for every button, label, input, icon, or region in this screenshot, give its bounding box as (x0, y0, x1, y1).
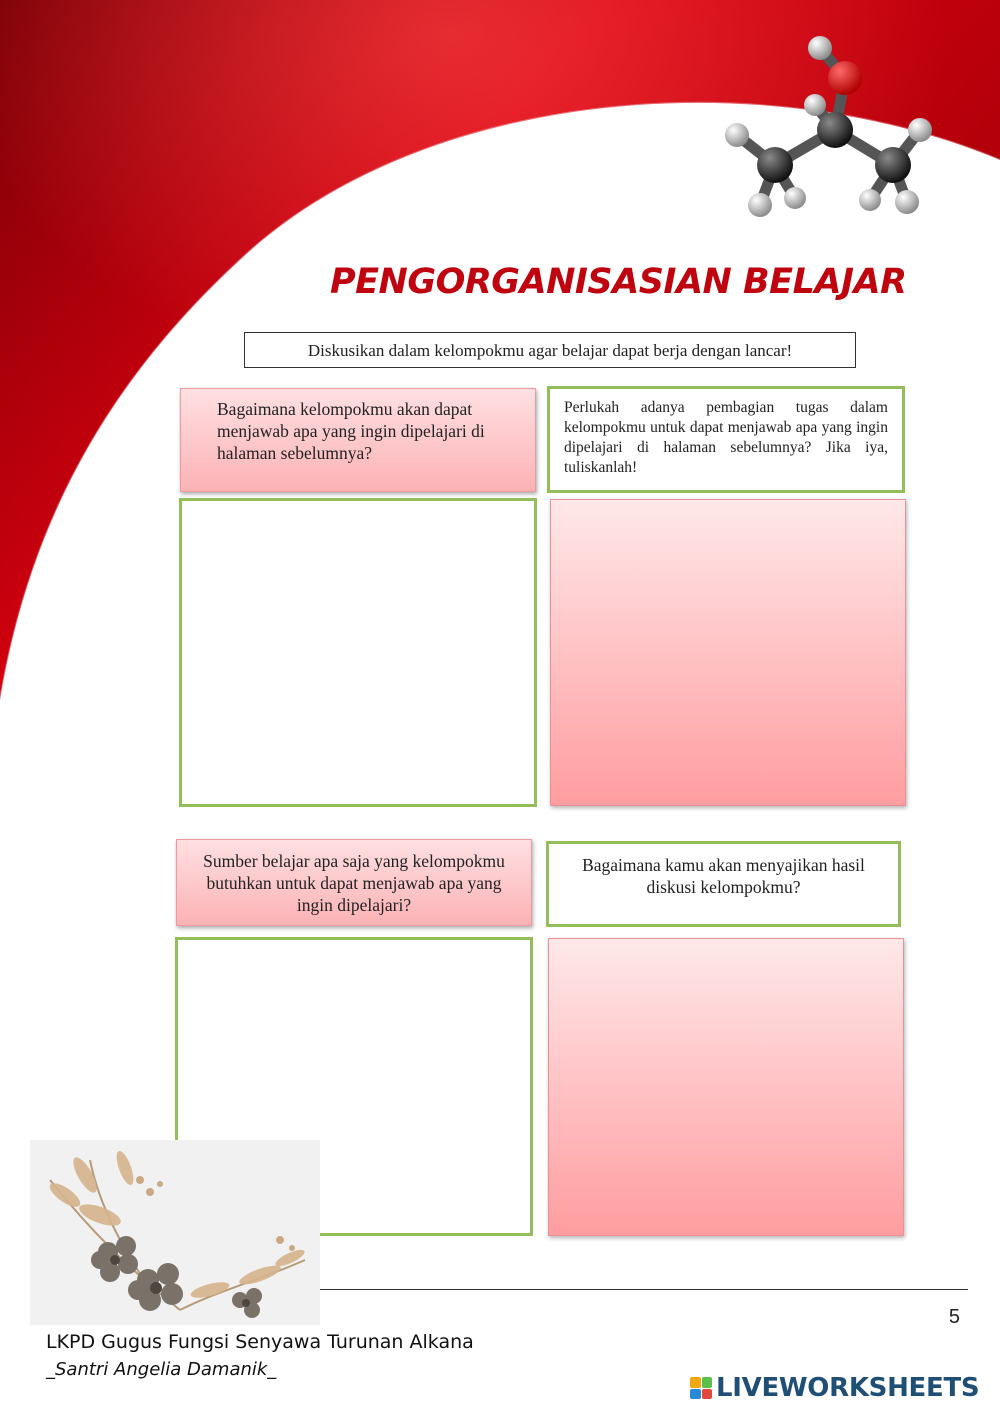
answer-box-2[interactable] (550, 499, 906, 806)
question-box-4: Bagaimana kamu akan menyajikan hasil diskusi kelompokmu? (546, 841, 901, 927)
answer-box-1[interactable] (179, 498, 537, 807)
liveworksheets-logo-icon (690, 1377, 712, 1399)
floral-decoration-icon (30, 1140, 320, 1325)
liveworksheets-logo[interactable] (690, 1370, 979, 1406)
page-number: 5 (948, 1306, 960, 1328)
liveworksheets-logo-text: LIVEWORKSHEETS (716, 1373, 980, 1403)
answer-box-4[interactable] (548, 938, 904, 1236)
question-box-2: Perlukah adanya pembagian tugas dalam kelompokmu untuk dapat menjawab apa yang ingin dipelajari di halaman sebelumnya? Jika iya, tuliskanlah! (547, 386, 905, 493)
question-box-3: Sumber belajar apa saja yang kelompokmu butuhkan untuk dapat menjawab apa yang ingin dipelajari? (176, 839, 532, 926)
page-title: PENGORGANISASIAN BELAJAR (330, 262, 907, 302)
instruction-box: Diskusikan dalam kelompokmu agar belajar dapat berja dengan lancar! (244, 332, 856, 368)
molecule-model-icon (715, 30, 945, 225)
footer-author: _Santri Angelia Damanik_ (46, 1359, 277, 1380)
footer-divider (320, 1289, 968, 1290)
question-box-1: Bagaimana kelompokmu akan dapat menjawab apa yang ingin dipelajari di halaman sebelumnya? (180, 388, 536, 492)
footer-title: LKPD Gugus Fungsi Senyawa Turunan Alkana (46, 1331, 474, 1353)
